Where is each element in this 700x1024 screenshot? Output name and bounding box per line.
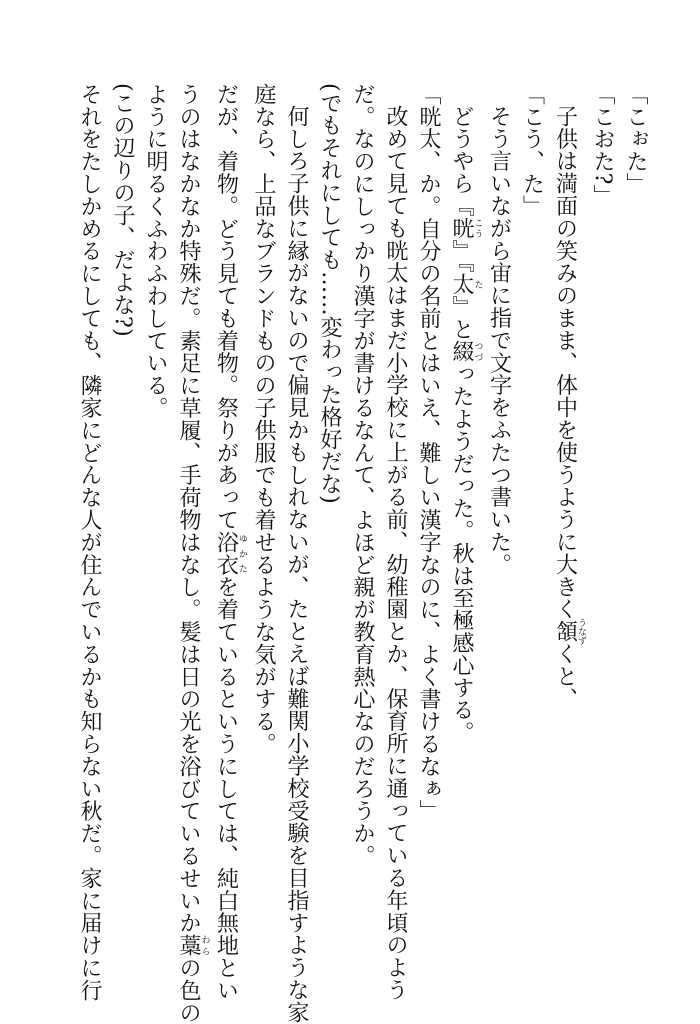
text-line: 「こぉた」 xyxy=(623,83,648,195)
text-line: うのはなかなか特殊だ。素足に草履、手荷物はなし。髪は日の光を浴びているせいか藁わらの色の xyxy=(176,83,210,1024)
ruby-word: 藁わら xyxy=(176,934,210,957)
text-line: 庭なら、上品なブランドものの子供服でも着せるような気がする。 xyxy=(251,83,276,755)
text-line: 改めて見ても晄太はまだ小学校に上がる前、幼稚園とか、保育所に通っている年頃のよう xyxy=(383,105,408,1001)
text-line: それをたしかめるにしても、隣家にどんな人が住んでいるかも知らない秋だ。家に届けに行 xyxy=(77,83,102,1002)
text-line: だが、着物。どう見ても着物。祭りがあって浴衣ゆかたを着ているというにしては、純白無地とい xyxy=(213,83,247,1002)
text-line: どうやら『晄こう』『太た』と綴つづったようだった。秋は至極感心する。 xyxy=(449,105,483,744)
ruby-word: 浴衣ゆかた xyxy=(213,531,247,576)
text-line: 子供は満面の笑みのまま、体中を使うように大きく頷うなずくと、 xyxy=(552,105,586,710)
ruby-word: 晄こう xyxy=(449,217,483,240)
text-line: (でもそれにしても……変わった格好だな) xyxy=(317,83,342,505)
text-line: 何しろ子供に縁がないので偏見かもしれないが、たとえば難関小学校受験を目指すような家 xyxy=(284,105,309,1024)
text-line: (この辺りの子、だよな?) xyxy=(110,83,135,338)
text-line: 「こおた?」 xyxy=(590,83,615,208)
text-line: だ。なのにしっかり漢字が書けるなんて、よほど親が教育熱心なのだろうか。 xyxy=(350,83,375,867)
ruby-word: 頷うなず xyxy=(552,617,586,645)
vertical-text-block xyxy=(32,83,652,1024)
text-line: 「こう、た」 xyxy=(519,83,545,218)
ruby-word: 綴つづ xyxy=(449,340,483,363)
text-line: そう言いながら宙に指で文字をふたつ書いた。 xyxy=(486,105,512,576)
text-line: 「晄太、か。自分の名前とはいえ、難しい漢字なのに、よく書けるなぁ」 xyxy=(416,83,441,823)
ruby-word: 太た xyxy=(449,273,483,296)
text-line: ように明るくふわふわしている。 xyxy=(143,83,168,419)
